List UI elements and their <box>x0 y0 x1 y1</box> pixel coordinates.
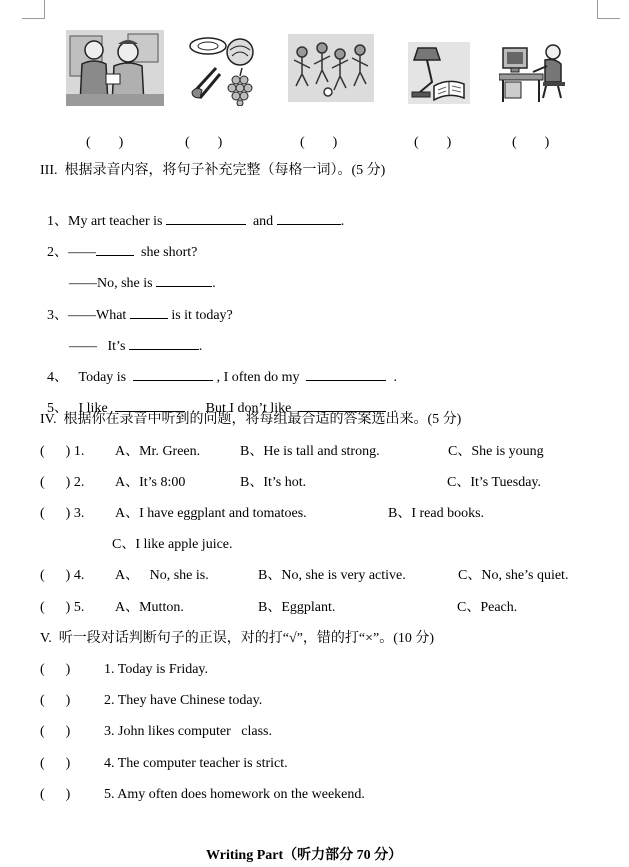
s4-row-5-option-c: C、Peach. <box>457 600 518 615</box>
s3-q4-blank-2[interactable] <box>306 367 386 381</box>
s4-row-4-option-c: C、No, she’s quiet. <box>458 568 569 583</box>
s3-q3-text-b: is it today? <box>171 308 233 323</box>
page-corner-mark-right <box>597 0 620 19</box>
s3-q2-text-a: 2、—— <box>47 245 96 260</box>
section-4-heading: IV. 根据你在录音中听到的问题，将每组最合适的答案选出来。(5 分) <box>40 412 462 427</box>
s3-q4-blank-1[interactable] <box>133 367 213 381</box>
s3-q5-blank-1[interactable] <box>115 398 185 412</box>
s4-row-2-option-a: A、It’s 8:00 <box>115 475 186 490</box>
s4-row-2-option-c: C、It’s Tuesday. <box>447 475 542 490</box>
s4-row-3-option-c: C、I like apple juice. <box>112 537 233 552</box>
children-running-picture <box>288 34 374 102</box>
s5-row-5-paren[interactable]: ( ) <box>40 787 71 802</box>
s5-row-4-paren[interactable]: ( ) <box>40 756 71 771</box>
s4-row-2-option-b: B、It’s hot. <box>240 475 307 490</box>
s3-q5-blank-2[interactable] <box>298 398 386 412</box>
s4-row-4-option-b: B、No, she is very active. <box>258 568 406 583</box>
s3-q4-text-c: . <box>393 370 397 385</box>
s3-q1-blank-2[interactable] <box>277 211 341 225</box>
s4-row-5-paren[interactable]: ( ) 5. <box>40 600 85 615</box>
s3-q5-text-a: 5、 I like <box>47 401 108 416</box>
s4-row-1-option-b: B、He is tall and strong. <box>240 444 380 459</box>
s4-row-4-paren[interactable]: ( ) 4. <box>40 568 85 583</box>
section-3-heading: III. 根据录音内容，将句子补充完整（每格一词）。(5 分) <box>40 163 386 178</box>
s3-q2-blank-1[interactable] <box>96 242 134 256</box>
picture-answer-paren-5[interactable]: ( ) <box>512 135 550 150</box>
food-plate-cabbage-grapes-picture <box>186 32 258 106</box>
s3-q1-text-a: 1、My art teacher is <box>47 214 163 229</box>
s3-q3b-text-a: —— It’s <box>69 339 126 354</box>
s4-row-4-option-a: A、 No, she is. <box>115 568 209 583</box>
man-at-computer-picture <box>499 38 571 104</box>
s3-q3b-text-b: . <box>198 339 203 354</box>
s5-row-3-paren[interactable]: ( ) <box>40 724 71 739</box>
s4-row-5-option-a: A、Mutton. <box>115 600 184 615</box>
s4-row-3-option-a: A、I have eggplant and tomatoes. <box>115 506 307 521</box>
teachers-chatting-picture <box>66 30 164 106</box>
page-corner-mark-left <box>22 0 45 19</box>
s3-q5-text-c: . <box>393 401 397 416</box>
s4-row-1-option-c: C、She is young <box>448 444 544 459</box>
s4-row-2-paren[interactable]: ( ) 2. <box>40 475 85 490</box>
s5-row-2-paren[interactable]: ( ) <box>40 693 71 708</box>
s3-q1-blank-1[interactable] <box>166 211 246 225</box>
s5-row-5-text: 5. Amy often does homework on the weekend. <box>104 787 365 802</box>
s3-q1-text-b: and <box>252 214 274 229</box>
s3-q5-text-b: . But I don’t like <box>191 401 292 416</box>
picture-answer-paren-3[interactable]: ( ) <box>300 135 338 150</box>
s4-row-1-paren[interactable]: ( ) 1. <box>40 444 85 459</box>
s4-row-1-option-a: A、Mr. Green. <box>115 444 201 459</box>
lamp-book-picture <box>408 42 470 104</box>
s4-row-5-option-b: B、Eggplant. <box>258 600 336 615</box>
s5-row-1-paren[interactable]: ( ) <box>40 662 71 677</box>
s3-q3-blank-1[interactable] <box>130 305 168 319</box>
s3-q3b-blank-1[interactable] <box>129 336 199 350</box>
s4-row-3-option-b: B、I read books. <box>388 506 485 521</box>
writing-part-title: Writing Part（听力部分 70 分） <box>206 848 403 863</box>
s5-row-3-text: 3. John likes computer class. <box>104 724 272 739</box>
s3-q2b-blank-1[interactable] <box>156 273 212 287</box>
picture-answer-paren-2[interactable]: ( ) <box>185 135 223 150</box>
section-5-heading: V. 听一段对话判断句子的正误，对的打“√”，错的打“×”。(10 分) <box>40 631 435 646</box>
s3-q1-text-c: . <box>340 214 345 229</box>
s3-q4-text-b: , I often do my <box>216 370 300 385</box>
s4-row-3-paren[interactable]: ( ) 3. <box>40 506 85 521</box>
s3-q4-text-a: 4、 Today is <box>47 370 127 385</box>
s5-row-4-text: 4. The computer teacher is strict. <box>104 756 288 771</box>
s5-row-2-text: 2. They have Chinese today. <box>104 693 263 708</box>
picture-answer-paren-1[interactable]: ( ) <box>86 135 124 150</box>
s3-q3-text-a: 3、——What <box>47 308 127 323</box>
s3-q2b-text-b: . <box>212 276 216 291</box>
s3-q2-text-b: she short? <box>141 245 198 260</box>
s5-row-1-text: 1. Today is Friday. <box>104 662 209 677</box>
s3-q2b-text-a: ——No, she is <box>69 276 153 291</box>
picture-answer-paren-4[interactable]: ( ) <box>414 135 452 150</box>
